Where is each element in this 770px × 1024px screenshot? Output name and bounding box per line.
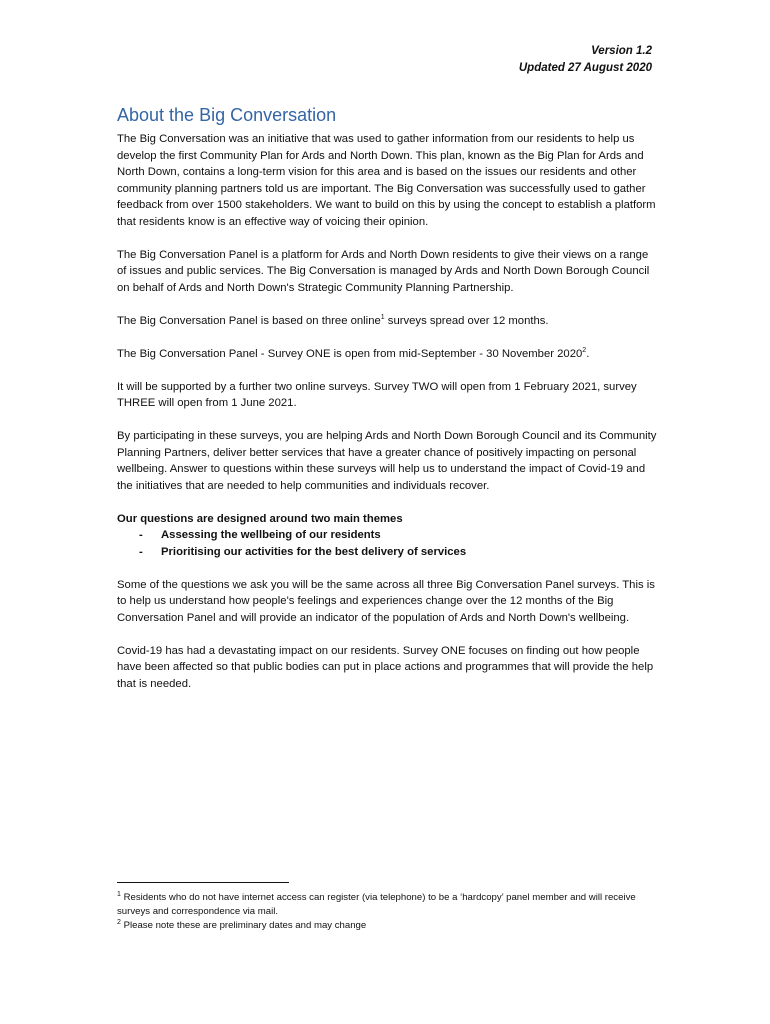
footnote-1	[117, 891, 657, 919]
version-label: Version 1.2	[591, 45, 652, 57]
footnote-number: 2	[117, 918, 121, 926]
themes-section	[117, 511, 657, 561]
paragraph-surveys-text-end: surveys spread over 12 months.	[384, 314, 549, 327]
list-dash: -	[139, 529, 143, 541]
paragraph-surveys-text: The Big Conversation Panel is based on three online	[117, 314, 381, 327]
theme-item	[117, 527, 657, 544]
themes-title: Our questions are designed around two main themes	[117, 512, 403, 525]
footnotes	[117, 891, 657, 933]
theme-item-text: Prioritising our activities for the best delivery of services	[161, 545, 467, 558]
footnote-divider	[117, 882, 289, 883]
paragraph-further-surveys: It will be supported by a further two online surveys. Survey TWO will open from 1 February 2021, survey THREE will open from 1 June 2021.	[117, 380, 637, 409]
footnote-text: Residents who do not have internet access can register (via telephone) to be a ‘hardcopy’ panel member and will receive surveys and correspondence via mail.	[117, 892, 636, 917]
main-content	[117, 104, 657, 709]
footnote-ref-2: 2	[582, 346, 587, 354]
page-title: About the Big Conversation	[117, 105, 337, 125]
paragraph-panel: The Big Conversation Panel is a platform for Ards and North Down residents to give their views on a range of issues and public services. The Big Conversation is managed by Ards and North Down Borough Council on behalf of Ards and North Down's Strategic Community Planning Partnership.	[117, 248, 650, 294]
paragraph-participating: By participating in these surveys, you are helping Ards and North Down Borough Council and its Community Planning Partners, deliver better services that have a greater chance of positively impacting on personal wellbeing. Answer to questions within these surveys will help us to understand the impact of Covid-19 and the initiatives that are needed to help communities and individuals recover.	[117, 430, 657, 492]
paragraph-covid: Covid-19 has had a devastating impact on our residents. Survey ONE focuses on finding out how people have been affected so that public bodies can put in place actions and programmes that will provide the help that is needed.	[117, 644, 654, 690]
list-dash: -	[139, 545, 143, 558]
theme-item-text: Assessing the wellbeing of our residents	[161, 529, 381, 541]
paragraph-survey-one-text: The Big Conversation Panel - Survey ONE is open from mid-September - 30 November 2020	[117, 347, 583, 360]
footnote-2	[117, 919, 657, 933]
theme-item	[117, 544, 657, 561]
paragraph-surveys	[117, 313, 657, 330]
paragraph-intro: The Big Conversation was an initiative that was used to gather information from our residents to help us develop the first Community Plan for Ards and North Down. This plan, known as the Big Plan for Ards and North Down, contains a long-term vision for this area and is based on the issues our residents and other community planning partners told us are important. The Big Conversation was successfully used to gather feedback from over 1500 stakeholders. We want to build on this by using the concept to establish a platform that residents know is an effective way of voicing their opinion.	[117, 133, 656, 228]
footnote-text: Please note these are preliminary dates and may change	[120, 920, 367, 931]
footnote-ref-1: 1	[380, 313, 385, 321]
footnote-number: 1	[117, 890, 121, 898]
version-block	[519, 43, 652, 77]
updated-date: Updated 27 August 2020	[518, 62, 652, 74]
paragraph-survey-one	[117, 346, 657, 363]
paragraph-survey-one-text-end: .	[586, 347, 590, 360]
paragraph-questions: Some of the questions we ask you will be the same across all three Big Conversation Panel surveys. This is to help us understand how people's feelings and experiences change over the 12 months of the Big Conversation Panel and will provide an indicator of the population of Ards and North Down's wellbeing.	[117, 578, 655, 624]
